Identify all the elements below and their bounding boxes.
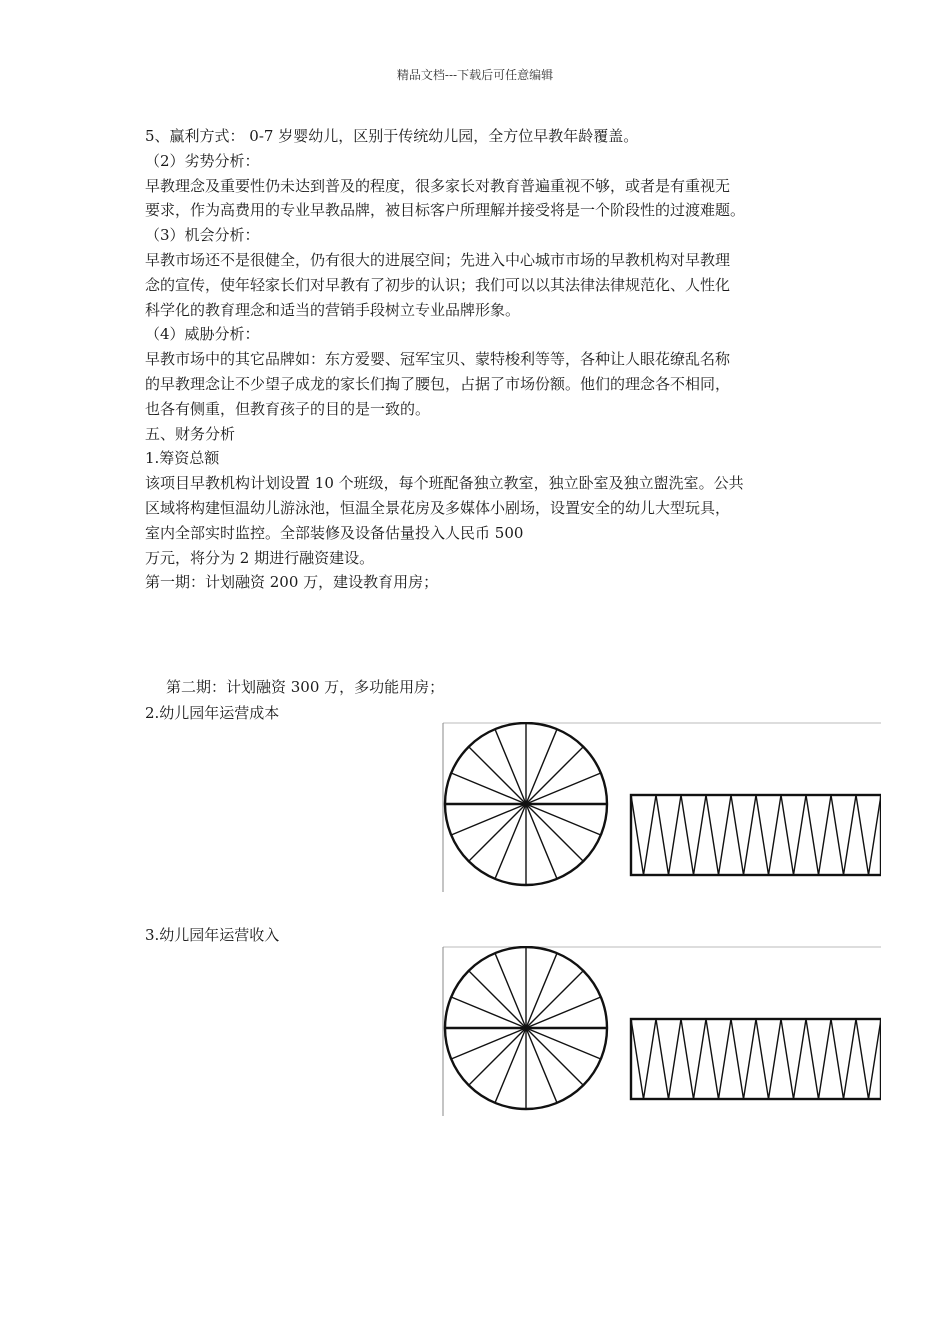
zigzag-line [631,1019,881,1099]
paragraph-line: 万元，将分为 2 期进行融资建设。 [145,548,375,567]
paragraph-line: 5、赢利方式： 0-7 岁婴幼儿，区别于传统幼儿园，全方位早教年龄覆盖。 [145,127,639,145]
phase2-line: 第二期：计划融资 300 万，多功能用房； [166,678,445,696]
wheel-spoke [469,1028,526,1085]
paragraph-line: 该项目早教机构计划设置 10 个班级，每个班配备独立教室，独立卧室及独立盥洗室。公共 [145,474,744,493]
paragraph-line: （3）机会分析： [145,226,260,245]
paragraph-line: 早教市场还不是很健全，仍有很大的进展空间；先进入中心城市市场的早教机构对早教理 [145,250,731,269]
wheel-spoke [469,971,526,1028]
zigzag-line [631,795,881,875]
wheel-spoke [526,747,583,804]
cost-figure [441,722,881,892]
zigzag-box [631,1019,881,1099]
cost-figure-graphic [441,722,881,892]
wheel-spoke [526,1028,583,1085]
zigzag-box [631,795,881,875]
paragraph-line: 要求，作为高费用的专业早教品牌，被目标客户所理解并接受将是一个阶段性的过渡难题。 [145,201,746,220]
paragraph-line: 的早教理念让不少望子成龙的家长们掏了腰包，占据了市场份额。他们的理念各不相同， [145,374,731,393]
page-header: 精品文档---下载后可任意编辑 [396,68,554,82]
section-heading: 五、财务分析 [145,424,236,443]
paragraph-line: 区域将构建恒温幼儿游泳池，恒温全景花房及多媒体小剧场，设置安全的幼儿大型玩具， [145,498,731,517]
body-text [145,124,815,595]
subsection-heading: 1.筹资总额 [145,449,220,468]
paragraph-line: （2）劣势分析： [145,151,260,170]
paragraph-line: （4）威胁分析： [145,325,260,344]
operating-cost-heading: 2.幼儿园年运营成本 [145,704,280,722]
paragraph-line: 早教理念及重要性仍未达到普及的程度，很多家长对教育普遍重视不够，或者是有重视无 [145,176,731,195]
paragraph-line: 早教市场中的其它品牌如：东方爱婴、冠军宝贝、蒙特梭利等等，各种让人眼花缭乱名称 [145,350,731,369]
wheel-spoke [526,804,583,861]
wheel-spoke [469,804,526,861]
wheel-spoke [526,971,583,1028]
paragraph-line: 科学化的教育理念和适当的营销手段树立专业品牌形象。 [145,300,521,319]
paragraph-line: 也各有侧重，但教育孩子的目的是一致的。 [145,399,431,418]
paragraph-line: 念的宣传，使年轻家长们对早教有了初步的认识；我们可以以其法律法律规范化、人性化 [145,275,731,294]
income-figure-graphic [441,946,881,1116]
wheel-spoke [469,747,526,804]
operating-income-heading: 3.幼儿园年运营收入 [145,926,280,944]
paragraph-line: 第一期：计划融资 200 万，建设教育用房； [145,573,439,592]
paragraph-line: 室内全部实时监控。全部装修及设备估量投入人民币 500 [145,523,524,542]
income-figure [441,946,881,1116]
